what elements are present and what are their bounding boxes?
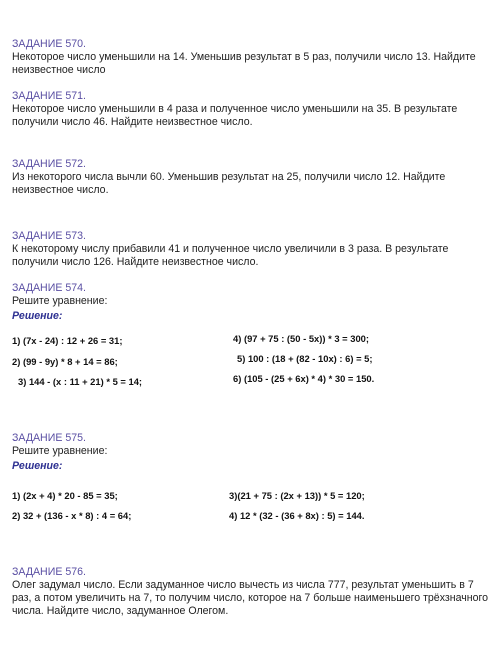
task-text: Олег задумал число. Если задуманное число вычесть из числа 777, результат уменьшить в 7 раз, а потом увеличить на 7, то получим число, которое на 7 больше наименьшего трёхзначного числа. Найдите число, задуманное Олегом. bbox=[12, 579, 489, 617]
equation: 3)(21 + 75 : (2x + 13)) * 5 = 120; bbox=[229, 490, 365, 501]
task-title: ЗАДАНИЕ 571. bbox=[12, 90, 86, 102]
task-title: ЗАДАНИЕ 570. bbox=[12, 38, 86, 50]
equation: 4) (97 + 75 : (50 - 5x)) * 3 = 300; bbox=[233, 333, 370, 344]
task-text: Решите уравнение: bbox=[12, 295, 108, 307]
equation: 4) 12 * (32 - (36 + 8x) : 5) = 144. bbox=[229, 510, 365, 521]
equation: 6) (105 - (25 + 6x) * 4) * 30 = 150. bbox=[233, 373, 375, 384]
solution-label: Решение: bbox=[12, 460, 63, 472]
task-text: Решите уравнение: bbox=[12, 445, 108, 457]
equation: 1) (7x - 24) : 12 + 26 = 31; bbox=[12, 335, 123, 346]
task-title: ЗАДАНИЕ 573. bbox=[12, 230, 86, 242]
task-text: Из некоторого числа вычли 60. Уменьшив результат на 25, получили число 12. Найдите неизвестное число. bbox=[12, 171, 446, 196]
task-title: ЗАДАНИЕ 575. bbox=[12, 432, 86, 444]
equation: 2) 32 + (136 - x * 8) : 4 = 64; bbox=[12, 510, 132, 521]
task-text: К некоторому числу прибавили 41 и полученное число увеличили в 3 раза. В результате получили число 126. Найдите неизвестное число. bbox=[12, 243, 449, 268]
task-575 bbox=[12, 432, 490, 472]
task-574 bbox=[12, 282, 490, 322]
equation: 3) 144 - (x : 11 + 21) * 5 = 14; bbox=[18, 376, 143, 387]
task-572 bbox=[12, 158, 490, 197]
task-571 bbox=[12, 90, 490, 129]
task-title: ЗАДАНИЕ 572. bbox=[12, 158, 86, 170]
task-text: Некоторое число уменьшили в 4 раза и полученное число уменьшили на 35. В результате получили число 46. Найдите неизвестное число. bbox=[12, 103, 458, 128]
task-573 bbox=[12, 230, 490, 269]
task-576 bbox=[12, 566, 490, 618]
equation: 5) 100 : (18 + (82 - 10x) : 6) = 5; bbox=[237, 353, 373, 364]
task-title: ЗАДАНИЕ 576. bbox=[12, 566, 86, 578]
equation: 1) (2x + 4) * 20 - 85 = 35; bbox=[12, 490, 118, 501]
task-570 bbox=[12, 38, 490, 77]
task-title: ЗАДАНИЕ 574. bbox=[12, 282, 86, 294]
task-text: Некоторое число уменьшили на 14. Уменьшив результат в 5 раз, получили число 13. Найдите неизвестное число bbox=[12, 51, 476, 76]
equation: 2) (99 - 9y) * 8 + 14 = 86; bbox=[12, 356, 118, 367]
solution-label: Решение: bbox=[12, 310, 63, 322]
